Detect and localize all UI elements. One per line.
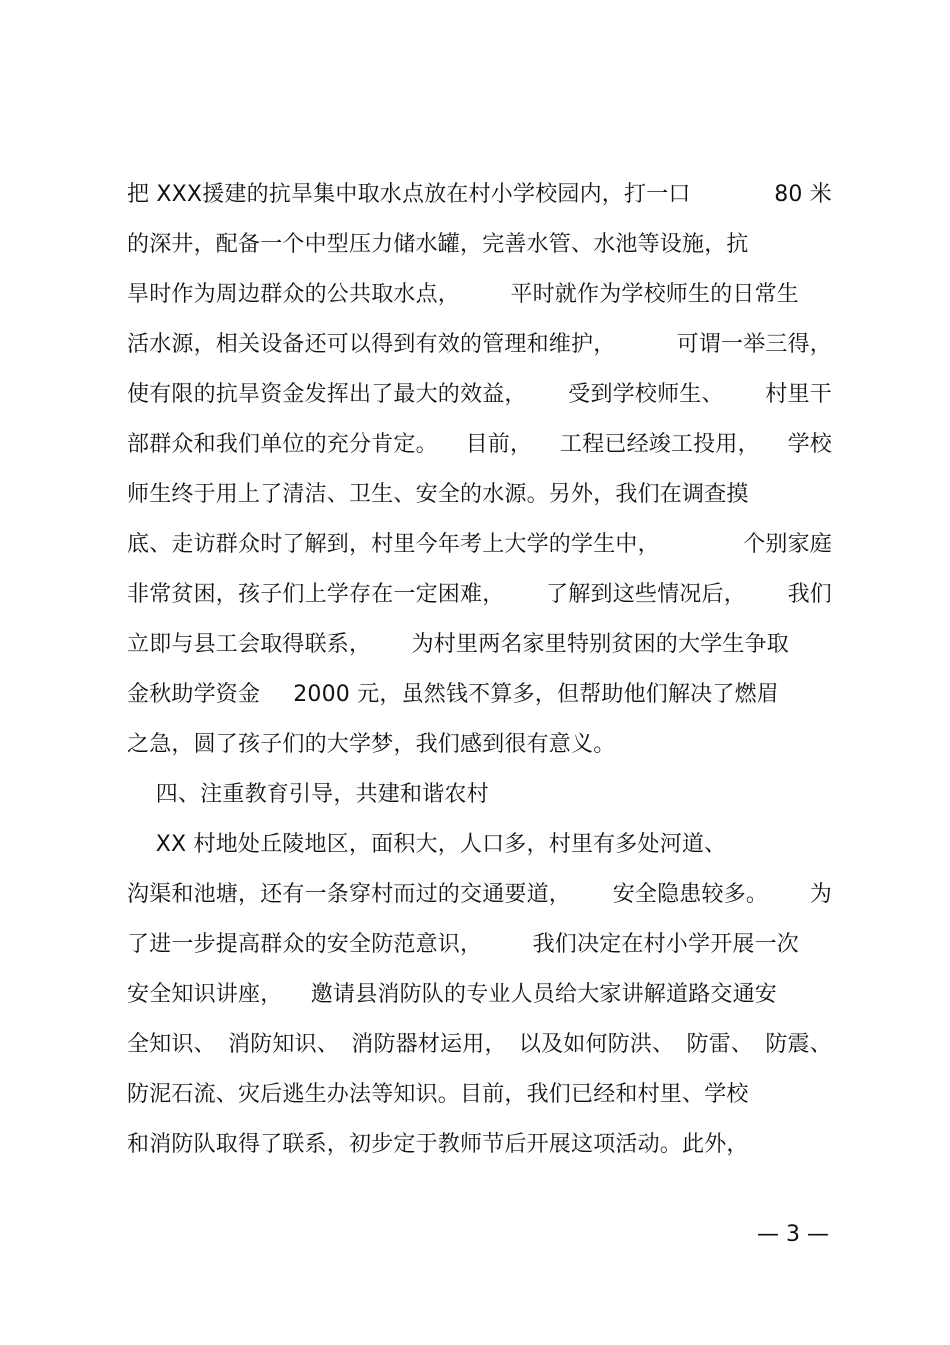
text-line	[127, 1028, 832, 1062]
text-segment: 可谓一举三得，	[676, 332, 832, 357]
text-line	[127, 528, 832, 562]
text-segment: 消防器材运用，	[351, 1032, 507, 1057]
text-segment: 师生终于用上了清洁、卫生、安全的水源。另外，我们在调查摸	[127, 482, 749, 507]
text-segment: 防泥石流、灾后逃生办法等知识。目前，我们已经和村里、学校	[127, 1082, 749, 1107]
text-segment: 80 米	[774, 182, 832, 207]
text-segment: 防雷、	[686, 1032, 754, 1057]
text-segment: 工程已经竣工投用，	[559, 432, 760, 457]
text-line	[127, 628, 789, 662]
text-segment: 村里干	[765, 382, 832, 407]
text-line	[127, 578, 832, 612]
text-segment: XX 村地处丘陵地区，面积大，人口多，村里有多处河道、	[127, 832, 727, 857]
text-segment: 了进一步提高群众的安全防范意识，	[127, 932, 483, 957]
text-segment: 活水源，相关设备还可以得到有效的管理和维护，	[127, 332, 616, 357]
text-segment: 受到学校师生、	[568, 382, 724, 407]
text-line	[127, 878, 832, 912]
text-segment: 金秋助学资金	[127, 682, 261, 707]
text-segment: 安全隐患较多。	[612, 882, 769, 907]
text-segment: 旱时作为周边群众的公共取水点，	[127, 282, 461, 307]
text-segment: 消防知识、	[228, 1032, 340, 1057]
text-segment: 以及如何防洪、	[518, 1032, 675, 1057]
page-number: — 3 —	[757, 1222, 829, 1247]
text-segment: 学校	[787, 432, 832, 457]
text-segment: 部群众和我们单位的充分肯定。	[127, 432, 438, 457]
text-segment: 为	[809, 882, 832, 907]
text-segment: 四、注重教育引导，共建和谐农村	[127, 782, 489, 807]
text-line	[127, 778, 527, 812]
text-segment: 把 XXX援建的抗旱集中取水点放在村小学校园内，打一口	[127, 182, 691, 207]
text-segment: 使有限的抗旱资金发挥出了最大的效益，	[127, 382, 527, 407]
text-segment: 的深井，配备一个中型压力储水罐，完善水管、水池等设施，抗	[127, 232, 749, 257]
text-line	[127, 328, 832, 362]
text-line	[127, 428, 832, 462]
text-segment: 非常贫困，孩子们上学存在一定困难，	[127, 582, 505, 607]
text-segment: 我们	[787, 582, 832, 607]
text-segment: 安全知识讲座，	[127, 982, 283, 1007]
text-line	[127, 928, 799, 962]
text-segment: 立即与县工会取得联系，	[127, 632, 372, 657]
text-line	[127, 728, 832, 762]
text-line	[127, 978, 777, 1012]
text-line	[127, 478, 769, 512]
text-segment: 防震、	[765, 1032, 832, 1057]
text-segment: 沟渠和池塘，还有一条穿村而过的交通要道，	[127, 882, 572, 907]
text-segment: 个别家庭	[743, 532, 832, 557]
text-line	[127, 828, 752, 862]
text-line	[127, 1128, 752, 1162]
text-line	[127, 678, 779, 712]
text-line	[127, 278, 799, 312]
text-line	[127, 1078, 767, 1112]
text-segment: 和消防队取得了联系，初步定于教师节后开展这项活动。此外，	[127, 1132, 749, 1157]
text-segment: 我们决定在村小学开展一次	[532, 932, 799, 957]
text-segment: 目前，	[465, 432, 533, 457]
text-segment: 邀请县消防队的专业人员给大家讲解道路交通安	[310, 982, 777, 1007]
text-line	[127, 378, 832, 412]
text-segment: 底、走访群众时了解到，村里今年考上大学的学生中，	[127, 532, 660, 557]
text-segment: 全知识、	[127, 1032, 216, 1057]
text-segment: 2000 元，虽然钱不算多，但帮助他们解决了燃眉	[293, 682, 779, 707]
text-segment: 之急，圆了孩子们的大学梦，我们感到很有意义。	[127, 732, 616, 757]
text-segment: 了解到这些情况后，	[546, 582, 746, 607]
text-line	[127, 228, 772, 262]
text-segment: 为村里两名家里特别贫困的大学生争取	[411, 632, 789, 657]
text-line	[127, 178, 832, 212]
text-segment: 平时就作为学校师生的日常生	[510, 282, 799, 307]
